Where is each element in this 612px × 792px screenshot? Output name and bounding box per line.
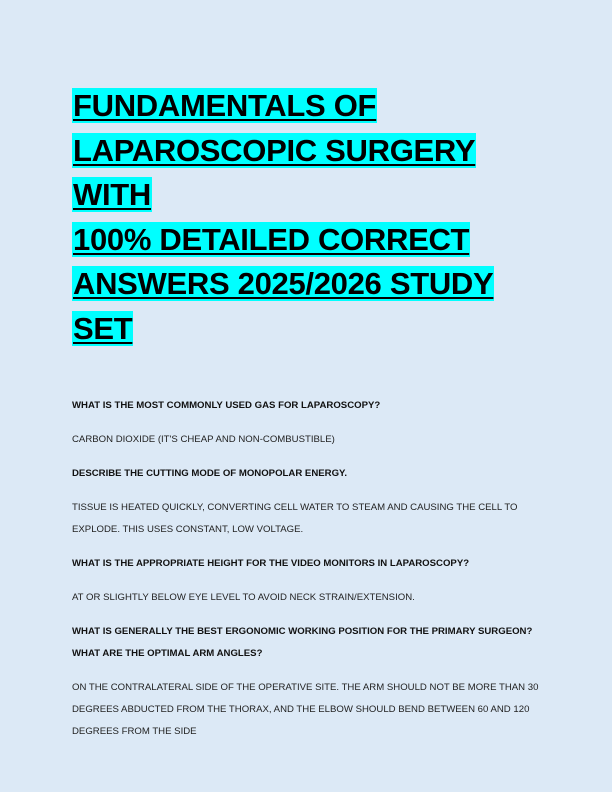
title-line-5: SET bbox=[73, 310, 133, 346]
document-title bbox=[72, 84, 552, 351]
title-line-1: FUNDAMENTALS OF bbox=[73, 88, 377, 123]
question-4: WHAT IS GENERALLY THE BEST ERGONOMIC WORKING POSITION FOR THE PRIMARY SURGEON? WHAT ARE THE OPTIMAL ARM ANGLES? bbox=[72, 626, 533, 659]
question-1: WHAT IS THE MOST COMMONLY USED GAS FOR LAPAROSCOPY? bbox=[72, 400, 381, 411]
answer-4: ON THE CONTRALATERAL SIDE OF THE OPERATIVE SITE. THE ARM SHOULD NOT BE MORE THAN 30 DEGREES ABDUCTED FROM THE THORAX, AND THE ELBOW SHOULD BEND BETWEEN 60 AND 120 DEGREES FROM THE SIDE bbox=[72, 682, 539, 737]
question-3: WHAT IS THE APPROPRIATE HEIGHT FOR THE VIDEO MONITORS IN LAPAROSCOPY? bbox=[72, 558, 470, 569]
answer-3: AT OR SLIGHTLY BELOW EYE LEVEL TO AVOID NECK STRAIN/EXTENSION. bbox=[72, 592, 415, 603]
question-2: DESCRIBE THE CUTTING MODE OF MONOPOLAR ENERGY. bbox=[72, 468, 348, 479]
title-line-2: LAPAROSCOPIC SURGERY WITH bbox=[73, 132, 476, 212]
qa-list bbox=[72, 395, 552, 743]
title-line-3: 100% DETAILED CORRECT bbox=[73, 221, 470, 257]
answer-1: CARBON DIOXIDE (IT'S CHEAP AND NON-COMBUSTIBLE) bbox=[72, 434, 335, 445]
answer-2: TISSUE IS HEATED QUICKLY, CONVERTING CELL WATER TO STEAM AND CAUSING THE CELL TO EXPLODE. THIS USES CONSTANT, LOW VOLTAGE. bbox=[72, 502, 518, 535]
title-line-4: ANSWERS 2025/2026 STUDY bbox=[73, 266, 494, 301]
